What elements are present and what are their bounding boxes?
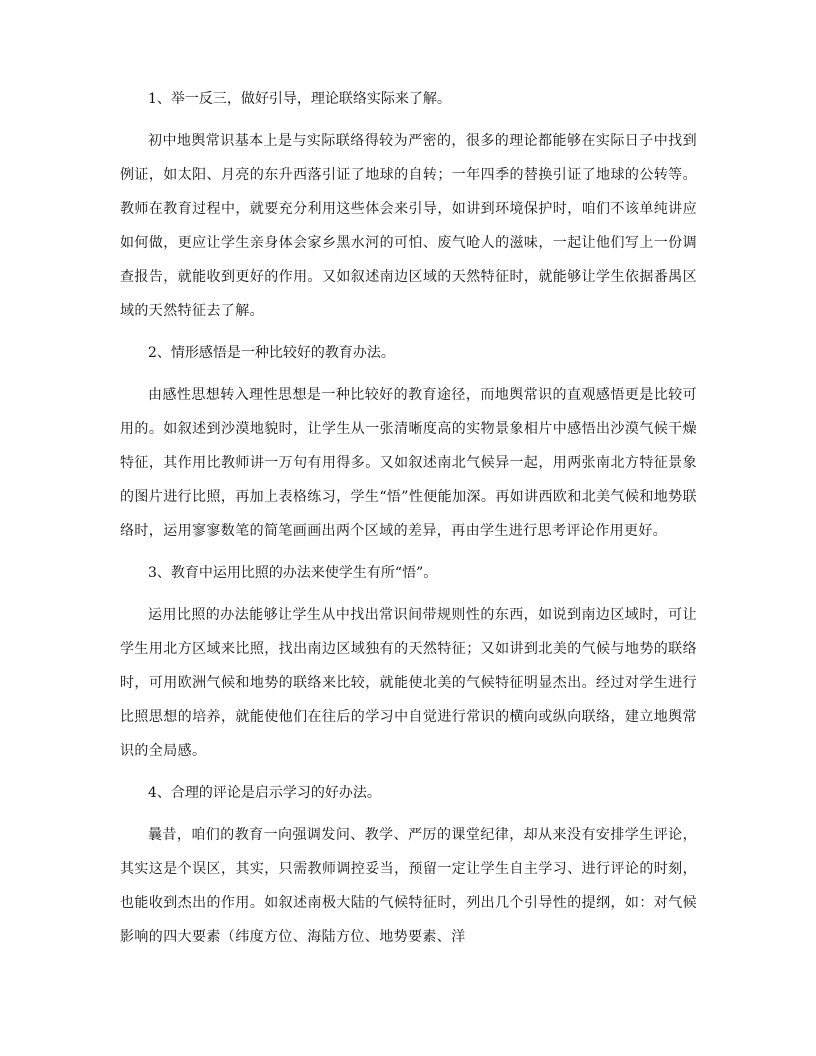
- section-4-paragraph: 曩昔，咱们的教育一向强调发问、教学、严厉的课堂纪律，却从来没有安排学生评论，其实这是个误区，其实，只需教师调控妥当，预留一定让学生自主学习、进行评论的时刻，也能收到杰出的作用。如叙述南极大陆的气候特征时，列出几个引导性的提纲，如：对气候影响的四大要素（纬度方位、海陆方位、地势要素、洋: [120, 827, 697, 945]
- section-4-heading: 4、合理的评论是启示学习的好办法。: [148, 785, 381, 801]
- section-2-heading: 2、情形感悟是一种比较好的教育办法。: [148, 345, 395, 361]
- section-3-paragraph: 运用比照的办法能够让学生从中找出常识间带规则性的东西，如说到南边区域时，可让学生用北方区域来比照，找出南边区域独有的天然特征；又如讲到北美的气候与地势的联络时，可用欧洲气候和地势的联络来比较，就能使北美的气候特征明显杰出。经过对学生进行比照思想的培养，就能使他们在往后的学习中自觉进行常识的横向或纵向联络，建立地舆常识的全局感。: [120, 607, 697, 759]
- section-1-heading: 1、举一反三，做好引导，理论联络实际来了解。: [148, 91, 451, 107]
- section-3-heading: 3、教育中运用比照的办法来使学生有所“悟”。: [148, 565, 438, 581]
- section-1-paragraph: 初中地舆常识基本上是与实际联络得较为严密的，很多的理论都能够在实际日子中找到例证，如太阳、月亮的东升西落引证了地球的自转；一年四季的替换引证了地球的公转等。教师在教育过程中，就要充分利用这些体会来引导，如讲到环境保护时，咱们不该单纯讲应如何做，更应让学生亲身体会家乡黑水河的可怕、废气呛人的滋味，一起让他们写上一份调查报告，就能收到更好的作用。又如叙述南边区域的天然特征时，就能够让学生依据番禺区域的天然特征去了解。: [120, 133, 697, 319]
- section-2-paragraph: 由感性思想转入理性思想是一种比较好的教育途径，而地舆常识的直观感悟更是比较可用的。如叙述到沙漠地貌时，让学生从一张清晰度高的实物景象相片中感悟出沙漠气候干燥特征，其作用比教师讲一万句有用得多。又如叙述南北气候异一起，用两张南北方特征景象的图片进行比照，再加上表格练习，学生“悟”性便能加深。再如讲西欧和北美气候和地势联络时，运用寥寥数笔的简笔画画出两个区域的差异，再由学生进行思考评论作用更好。: [120, 387, 697, 539]
- document-page: [120, 90, 697, 954]
